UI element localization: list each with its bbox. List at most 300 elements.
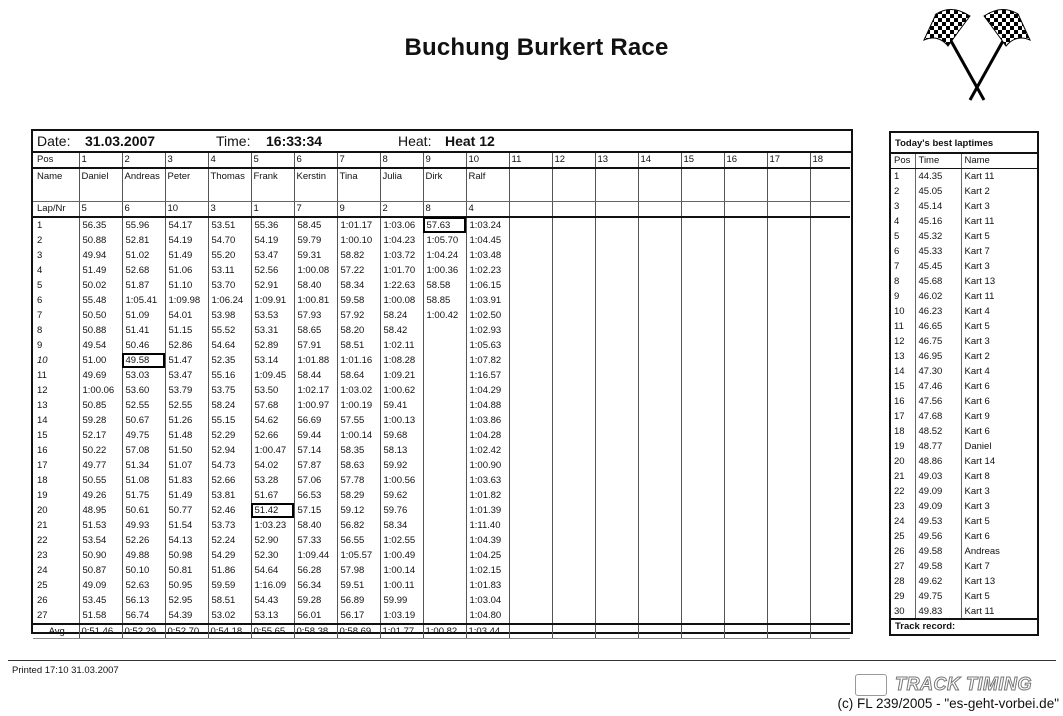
laptime-cell: 52.81 [122,233,165,248]
average-cell: 0:58.38 [294,624,337,639]
best-name-cell: Kart 3 [964,486,990,497]
best-time-cell: 46.23 [915,304,961,319]
position-cell: 9 [423,153,466,168]
laptime-cell [595,217,638,233]
best-name-cell: Kart 6 [964,426,990,437]
laptime-cell [810,473,850,488]
average-cell: 0:58.69 [337,624,380,639]
laptime-cell: 58.51 [208,593,251,608]
best-laptime-row [891,259,1037,274]
laptime-cell: 51.50 [165,443,208,458]
laptime-cell: 51.09 [122,308,165,323]
laptime-cell [767,578,810,593]
laptime-cell [509,488,552,503]
laptime-cell: 52.95 [165,593,208,608]
laptime-cell: 1:00.47 [251,443,294,458]
laptime-cell: 51.58 [79,608,122,624]
laptime-cell: 53.60 [122,383,165,398]
laptime-cell: 50.81 [165,563,208,578]
laptime-cell: 51.86 [208,563,251,578]
best-laptime-row [891,394,1037,409]
average-cell [767,624,810,639]
laptime-cell [552,383,595,398]
laptime-cell [552,398,595,413]
laptime-cell [509,233,552,248]
laptime-cell [552,593,595,608]
best-pos-cell: 19 [891,439,915,454]
laptime-cell: 52.46 [208,503,251,518]
laptime-cell [595,413,638,428]
laptime-cell [638,293,681,308]
laptime-cell: 58.63 [337,458,380,473]
laptime-cell: 1:03.19 [380,608,423,624]
laptime-cell [552,413,595,428]
best-time-cell: 49.09 [915,499,961,514]
laptime-cell: 57.92 [337,308,380,323]
laptime-cell: 1:09.98 [165,293,208,308]
best-name-cell: Daniel [964,441,992,452]
laptime-cell [638,263,681,278]
laptime-cell: 1:00.19 [337,398,380,413]
best-laptime-row [891,559,1037,574]
lap-number: 23 [33,548,79,563]
best-name-cell: Kart 3 [964,201,990,212]
laptime-cell: 1:03.91 [466,293,509,308]
laptime-cell [767,458,810,473]
driver-name-cell [638,168,681,201]
lap-row [33,503,850,518]
laptime-cell: 1:02.15 [466,563,509,578]
best-laptime-row [891,184,1037,199]
laptime-cell: 1:04.45 [466,233,509,248]
best-name-cell: Kart 3 [964,501,990,512]
laptime-cell [423,443,466,458]
laptime-cell [595,308,638,323]
laptime-cell: 59.76 [380,503,423,518]
position-cell: 7 [337,153,380,168]
driver-name-cell [810,168,850,201]
laptime-cell: 57.87 [294,458,337,473]
laptime-cell [724,563,767,578]
laptime-cell: 53.14 [251,353,294,368]
laptime-cell: 58.29 [337,488,380,503]
lap-number: 5 [33,278,79,293]
position-cell: 6 [294,153,337,168]
best-pos-cell: 8 [891,274,915,289]
best-laptime-row [891,589,1037,604]
average-cell [810,624,850,639]
average-cell: 1:00.82 [423,624,466,639]
laptime-cell [724,518,767,533]
kart-number-cell: 4 [466,201,509,217]
best-laptime-row [891,439,1037,454]
laptime-cell: 49.77 [79,458,122,473]
laptime-cell: 57.78 [337,473,380,488]
laptime-cell [638,578,681,593]
laptime-cell [552,443,595,458]
laptime-cell [552,217,595,233]
laptime-cell: 52.17 [79,428,122,443]
lap-row [33,368,850,383]
laptime-cell: 50.90 [79,548,122,563]
best-header-name: Name [961,154,1037,169]
laptime-cell: 1:03.48 [466,248,509,263]
best-time-cell: 46.95 [915,349,961,364]
best-laptime-row [891,424,1037,439]
laptime-cell: 54.64 [208,338,251,353]
laptime-cell [509,473,552,488]
lap-row [33,323,850,338]
best-pos-cell: 26 [891,544,915,559]
laptime-cell [810,608,850,624]
laptime-cell [724,368,767,383]
pos-label: Pos [33,153,79,168]
laptime-cell [767,503,810,518]
laptime-cell [552,503,595,518]
best-laptime-row [891,454,1037,469]
laptime-cell: 1:03.86 [466,413,509,428]
laptime-cell [767,383,810,398]
position-cell: 5 [251,153,294,168]
best-pos-cell: 22 [891,484,915,499]
laptime-cell: 54.73 [208,458,251,473]
lap-row [33,608,850,624]
laptime-cell: 55.20 [208,248,251,263]
laptime-cell [595,473,638,488]
laptime-cell: 1:01.88 [294,353,337,368]
laptime-cell [681,518,724,533]
laptime-cell [724,608,767,624]
laptime-cell [509,458,552,473]
laptime-cell [724,398,767,413]
laptime-cell: 53.28 [251,473,294,488]
laptime-cell: 51.07 [165,458,208,473]
laptime-cell: 52.89 [251,338,294,353]
laptime-cell: 1:01.83 [466,578,509,593]
laptime-cell: 51.08 [122,473,165,488]
laptime-cell: 52.66 [208,473,251,488]
laptime-cell [638,323,681,338]
laptime-cell [681,578,724,593]
lap-number: 17 [33,458,79,473]
laptimes-grid [33,153,850,639]
driver-name-cell: Tina [337,168,380,201]
laptime-cell: 1:00.42 [423,308,466,323]
laptime-cell: 53.70 [208,278,251,293]
laptime-cell: 57.33 [294,533,337,548]
laptime-cell: 52.56 [251,263,294,278]
laptime-cell: 50.02 [79,278,122,293]
laptime-cell [767,488,810,503]
best-name-cell: Kart 3 [964,336,990,347]
laptime-cell [681,278,724,293]
laptime-cell: 53.13 [251,608,294,624]
laptime-cell [423,518,466,533]
laptime-cell: 57.14 [294,443,337,458]
laptime-cell [681,248,724,263]
laptime-cell: 1:03.23 [251,518,294,533]
laptime-cell [509,578,552,593]
laptime-cell: 53.75 [208,383,251,398]
laptime-cell: 1:05.70 [423,233,466,248]
laptime-cell: 59.59 [208,578,251,593]
lap-row [33,578,850,593]
laptime-cell: 1:06.15 [466,278,509,293]
laptime-cell [681,533,724,548]
laptime-cell: 1:02.55 [380,533,423,548]
laptime-cell [767,248,810,263]
driver-name-cell [767,168,810,201]
laptime-cell [552,563,595,578]
copyright-watermark: (c) FL 239/2005 - "es-geht-vorbei.de" [837,696,1059,711]
lap-row [33,593,850,608]
kart-number-row [33,201,850,217]
best-pos-cell: 2 [891,184,915,199]
laptime-cell [767,217,810,233]
laptime-cell [638,368,681,383]
best-header-time: Time [915,154,961,169]
laptime-cell: 50.88 [79,323,122,338]
laptime-cell: 1:02.17 [294,383,337,398]
laptime-cell: 54.17 [165,217,208,233]
laptime-cell [509,263,552,278]
laptime-cell: 56.13 [122,593,165,608]
laptime-cell [681,217,724,233]
best-laptime-row [891,484,1037,499]
lap-number: 27 [33,608,79,624]
best-pos-cell: 30 [891,604,915,619]
laptime-cell: 1:08.28 [380,353,423,368]
best-name-cell: Kart 6 [964,531,990,542]
lap-number: 24 [33,563,79,578]
laptime-cell: 59.44 [294,428,337,443]
best-laptime-row [891,499,1037,514]
average-cell [552,624,595,639]
laptime-cell [552,578,595,593]
best-time-cell: 49.62 [915,574,961,589]
checkered-flags-icon [918,6,1038,104]
laptime-cell [423,593,466,608]
laptime-cell: 1:04.29 [466,383,509,398]
laptime-cell [681,293,724,308]
laptime-cell: 52.91 [251,278,294,293]
laptime-cell: 50.77 [165,503,208,518]
laptime-cell: 58.82 [337,248,380,263]
laptime-cell: 1:09.91 [251,293,294,308]
best-time-cell: 46.75 [915,334,961,349]
laptime-cell [509,308,552,323]
laptime-cell [681,563,724,578]
laptime-cell: 56.89 [337,593,380,608]
best-time-cell: 45.33 [915,244,961,259]
laptime-cell: 1:03.72 [380,248,423,263]
driver-name-cell: Thomas [208,168,251,201]
laptime-cell [810,458,850,473]
laptime-cell [810,503,850,518]
position-cell: 12 [552,153,595,168]
best-header-pos: Pos [891,154,915,169]
position-cell: 15 [681,153,724,168]
best-laptime-row [891,604,1037,619]
best-laptime-row [891,214,1037,229]
laptime-cell: 57.93 [294,308,337,323]
laptime-cell: 50.87 [79,563,122,578]
laptime-cell: 1:05.63 [466,338,509,353]
average-cell: 0:52.70 [165,624,208,639]
average-cell: 0:54.18 [208,624,251,639]
best-laptime-row [891,349,1037,364]
best-laptime-row [891,379,1037,394]
position-cell: 13 [595,153,638,168]
laptime-cell: 53.02 [208,608,251,624]
laptime-cell [810,293,850,308]
best-time-cell: 47.46 [915,379,961,394]
laptime-cell [595,323,638,338]
laptime-cell [595,533,638,548]
driver-name-row [33,168,850,201]
best-name-cell: Kart 11 [964,171,995,182]
laptime-cell [681,233,724,248]
laptime-cell: 57.08 [122,443,165,458]
laptime-cell: 1:00.90 [466,458,509,473]
laptime-cell [810,353,850,368]
laptime-cell: 49.09 [79,578,122,593]
average-cell: 0:51.46 [79,624,122,639]
laptime-cell [638,338,681,353]
laptime-cell [595,443,638,458]
laptime-cell: 1:22.63 [380,278,423,293]
laptime-cell: 58.34 [380,518,423,533]
laptime-cell: 59.99 [380,593,423,608]
laptime-cell [509,608,552,624]
heat-label: Heat: [398,133,432,149]
laptime-cell: 58.35 [337,443,380,458]
laptime-cell: 59.79 [294,233,337,248]
laptime-cell [810,338,850,353]
laptime-cell: 58.58 [423,278,466,293]
laptime-cell: 50.46 [122,338,165,353]
lap-row [33,518,850,533]
laptime-cell: 52.63 [122,578,165,593]
laptime-cell [810,263,850,278]
laptime-cell: 59.92 [380,458,423,473]
lap-number: 26 [33,593,79,608]
laptime-cell [767,563,810,578]
laptime-cell [509,293,552,308]
laptime-cell [595,458,638,473]
laptime-cell [595,383,638,398]
laptime-cell: 1:00.10 [337,233,380,248]
best-laptimes-table [891,154,1037,619]
driver-name-cell [681,168,724,201]
laptime-cell: 51.49 [79,263,122,278]
laptime-cell: 52.94 [208,443,251,458]
laptime-cell: 51.15 [165,323,208,338]
laptime-cell: 1:04.23 [380,233,423,248]
laptime-cell [509,503,552,518]
best-name-cell: Kart 11 [964,216,995,227]
best-laptime-row [891,199,1037,214]
laptime-cell: 51.06 [165,263,208,278]
laptime-cell [810,443,850,458]
laptime-cell [638,443,681,458]
laptime-cell [681,353,724,368]
laptime-cell: 1:03.63 [466,473,509,488]
average-cell: 0:55.65 [251,624,294,639]
laptime-cell [724,263,767,278]
laptime-cell: 54.62 [251,413,294,428]
best-time-cell: 47.30 [915,364,961,379]
laptime-cell: 51.53 [79,518,122,533]
laptime-cell [724,278,767,293]
laptime-cell: 1:00.62 [380,383,423,398]
laptime-cell [724,428,767,443]
laptime-cell: 58.42 [380,323,423,338]
laptime-cell [638,593,681,608]
laptime-cell [810,217,850,233]
lap-row [33,443,850,458]
laptime-cell: 1:16.09 [251,578,294,593]
lap-row [33,563,850,578]
laptime-cell [724,383,767,398]
laptime-cell [552,548,595,563]
laptime-cell [724,248,767,263]
laptime-cell [724,233,767,248]
kart-number-cell: 5 [79,201,122,217]
best-time-cell: 49.56 [915,529,961,544]
laptime-cell [423,548,466,563]
lap-row [33,458,850,473]
average-cell: 1:03.44 [466,624,509,639]
laptime-cell [423,458,466,473]
laptime-cell: 50.50 [79,308,122,323]
laptime-cell [767,548,810,563]
best-name-cell: Kart 5 [964,231,990,242]
laptime-cell [767,353,810,368]
laptime-cell: 56.53 [294,488,337,503]
laptime-cell [810,308,850,323]
laptime-cell: 52.35 [208,353,251,368]
best-time-cell: 45.45 [915,259,961,274]
laptime-cell [552,533,595,548]
laptime-cell: 51.34 [122,458,165,473]
laptime-cell: 51.42 [251,503,294,518]
best-pos-cell: 20 [891,454,915,469]
best-laptime-row [891,364,1037,379]
lap-number: 4 [33,263,79,278]
laptime-cell: 56.82 [337,518,380,533]
average-cell [638,624,681,639]
laptime-cell: 57.68 [251,398,294,413]
laptime-cell [767,398,810,413]
best-laptime-row [891,274,1037,289]
laptime-cell: 52.24 [208,533,251,548]
laptime-cell [638,503,681,518]
laptime-cell [509,533,552,548]
laptime-cell: 1:09.45 [251,368,294,383]
laptime-cell: 55.48 [79,293,122,308]
laptime-cell [810,563,850,578]
track-record-label: Track record: [891,618,1037,634]
lap-nr-label: Lap/Nr [33,201,79,217]
laptime-cell: 52.55 [122,398,165,413]
printed-timestamp: Printed 17:10 31.03.2007 [12,665,119,676]
laptime-cell [552,293,595,308]
driver-name-cell: Dirk [423,168,466,201]
laptime-cell: 55.15 [208,413,251,428]
laptime-cell: 54.19 [165,233,208,248]
best-laptime-row [891,229,1037,244]
